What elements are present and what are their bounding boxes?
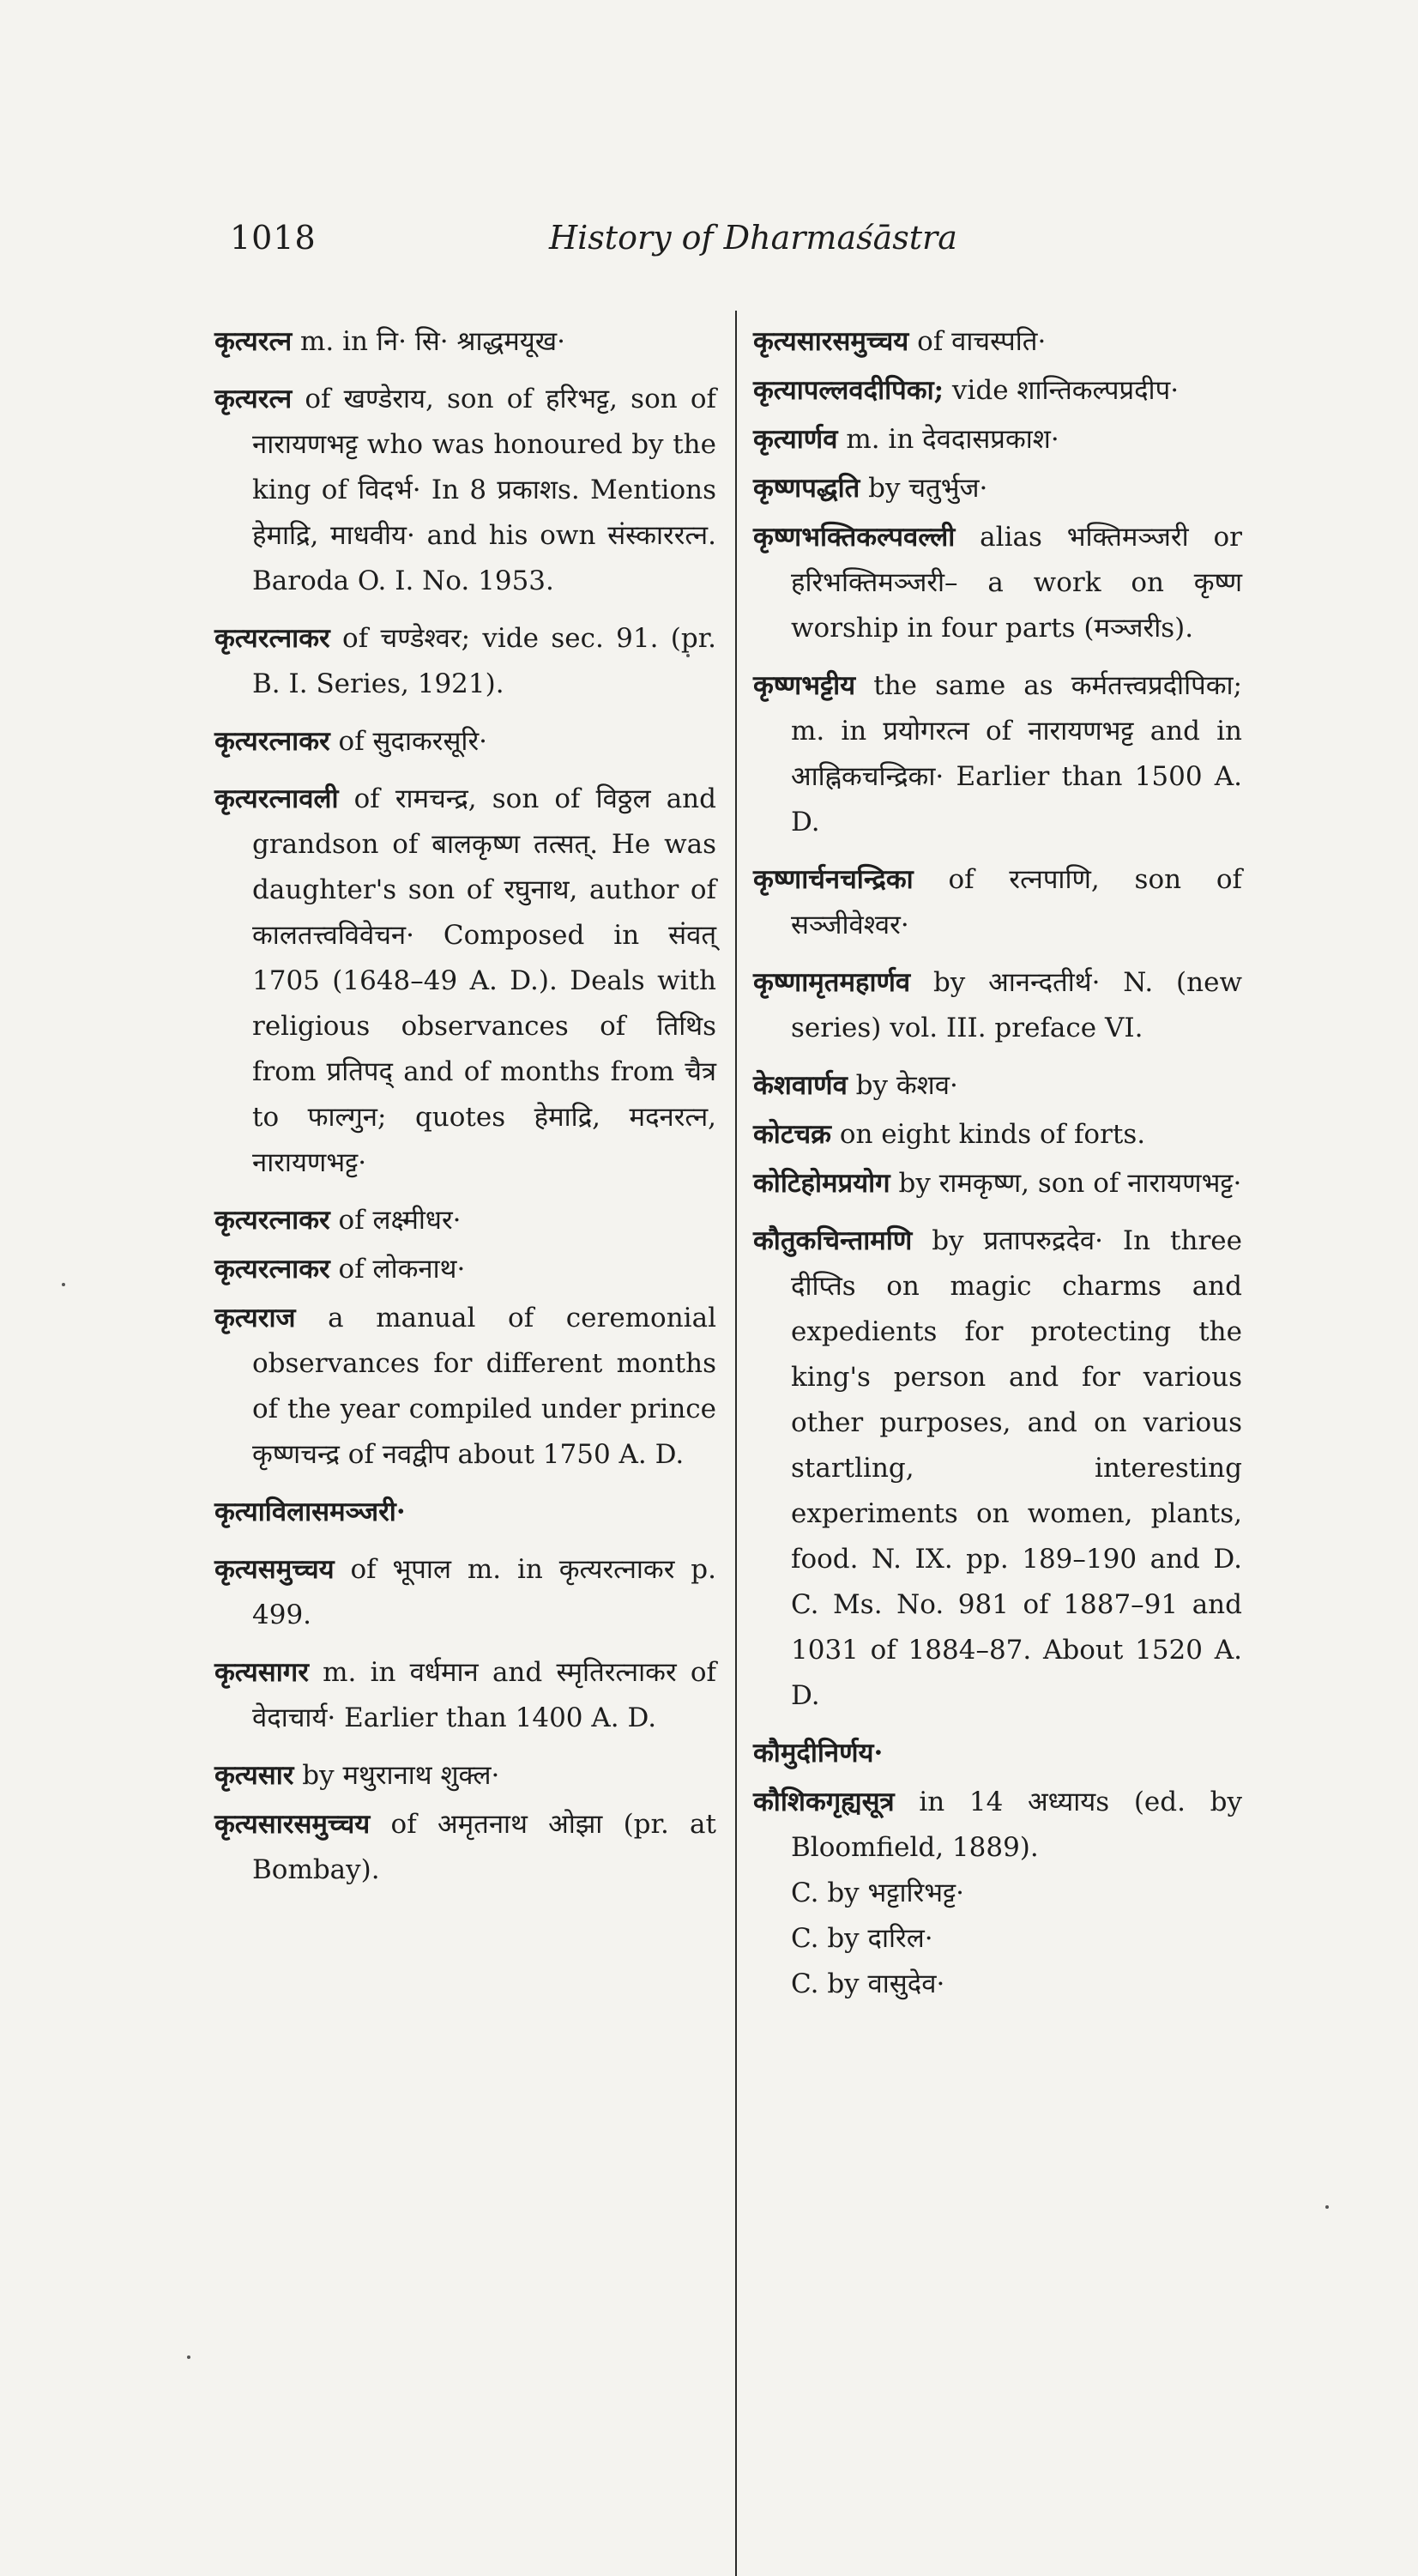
entry-koti-homa — [753, 1161, 1242, 1206]
headword: कृत्यरत्न — [214, 384, 293, 414]
left-column — [214, 319, 716, 1905]
entry-text: by रामकृष्ण, son of नारायणभट्ट· — [890, 1168, 1242, 1199]
entry-kr-vilasa — [214, 1490, 716, 1535]
scan-speck — [686, 654, 690, 657]
entry-kr-raja — [214, 1296, 716, 1478]
headword: कौमुदीनिर्णय· — [753, 1738, 884, 1769]
headword: कृत्यसारसमुच्चय — [753, 326, 909, 357]
entry-kr-sarasamuccaya-2 — [753, 319, 1242, 365]
entry-krsna-paddhati — [753, 466, 1242, 511]
headword: कृष्णामृतमहार्णव — [753, 967, 911, 998]
entry-text: by चतुर्भुज· — [860, 473, 988, 504]
headword: केशवार्णव — [753, 1070, 848, 1101]
entry-kesava-arnava — [753, 1063, 1242, 1109]
entry-krsna-bhattiya — [753, 663, 1242, 845]
headword: कृत्यसमुच्चय — [214, 1554, 335, 1585]
entry-text: vide शान्तिकल्पप्रदीप· — [944, 375, 1180, 406]
entry-text: of चण्डेश्वर; vide sec. 91. (pr. B. I. Series, 1921). — [252, 623, 716, 699]
entry-text: of रामचन्द्र, son of विठ्ठल and grandson of बालकृष्ण तत्सत्. He was daughter's son of रघुनाथ, author of कालतत्त्वविवेचन· Composed in संवत् 1705 (1648–49 A. D.). Deals with religious observances of तिथिs from प्रतिपद् and of months from चैत्र to फाल्गुन; quotes हेमाद्रि, मदनरत्न, नारायणभट्ट· — [252, 783, 716, 1178]
headword: कौशिकगृह्यसूत्र — [753, 1787, 895, 1817]
entry-text: by मथुरानाथ शुक्ल· — [293, 1760, 500, 1791]
entry-text: m. in देवदासप्रकाश· — [837, 424, 1059, 455]
entry-kautuka — [753, 1218, 1242, 1719]
entry-text: of लोकनाथ· — [329, 1254, 466, 1285]
entry-text: the same as कर्मतत्त्वप्रदीपिका; m. in प्रयोगरत्न of नारायणभट्ट and in आह्निकचन्द्रिका· Earlier than 1500 A. D. — [791, 670, 1242, 838]
headword: कोटिहोमप्रयोग — [753, 1168, 890, 1199]
commentary-line — [753, 1916, 1242, 1962]
headword: कृत्यसागर — [214, 1657, 309, 1688]
commentary-line — [753, 1871, 1242, 1916]
entry-kr-sara — [214, 1753, 716, 1799]
entry-text: of लक्ष्मीधर· — [329, 1205, 462, 1236]
entry-kr-arnava — [753, 417, 1242, 463]
entry-text: of अमृतनाथ ओझा (pr. at Bombay). — [252, 1809, 716, 1885]
entry-text: by प्रतापरुद्रदेव· In three दीप्तिs on magic charms and expedients for protecting the king's person and for various other purposes, and on various startling, interesting experiments on women, plants, food. N. IX. pp. 189–190 and D. C. Ms. No. 981 of 1887–91 and 1031 of 1884–87. About 1520 A. D. — [791, 1225, 1242, 1711]
entry-text: of खण्डेराय, son of हरिभट्ट, son of नारायणभट्ट who was honoured by the king of विदर्भ· In 8 प्रकाशs. Mentions हेमाद्रि, माधवीय· and his own संस्काररत्न. Baroda O. I. No. 1953. — [252, 384, 716, 596]
entry-kr-ratnakara-3 — [214, 1198, 716, 1243]
headword: कृत्यापल्लवदीपिका; — [753, 375, 944, 406]
entry-kaumudi — [753, 1731, 1242, 1776]
entry-kr-ratnakara-4 — [214, 1247, 716, 1292]
entry-kr-samuccaya — [214, 1547, 716, 1638]
entry-text: C. by वासुदेव· — [791, 1968, 945, 1999]
entry-text: of भूपाल m. in कृत्यरत्नाकर p. 499. — [252, 1554, 716, 1630]
entry-text: alias भक्तिमञ्जरी or हरिभक्तिमञ्जरी– a work on कृष्ण worship in four parts (मञ्जरीs). — [791, 522, 1242, 644]
entry-kr-pallava — [753, 368, 1242, 414]
entry-krsna-arcana — [753, 857, 1242, 948]
headword: कृत्यरत्न — [214, 326, 293, 357]
entry-kausika — [753, 1780, 1242, 1871]
headword: कृत्यराज — [214, 1303, 296, 1333]
headword: कृत्यरत्नाकर — [214, 1254, 330, 1285]
entry-text: m. in नि· सि· श्राद्धमयूख· — [292, 326, 565, 357]
entry-krsna-amrta — [753, 960, 1242, 1051]
entry-text: of वाचस्पति· — [908, 326, 1047, 357]
entry-text: C. by दारिल· — [791, 1923, 933, 1954]
headword: कृष्णार्चनचन्द्रिका — [753, 864, 914, 895]
headword: कोटचक्र — [753, 1119, 831, 1150]
scan-speck — [187, 2355, 190, 2359]
right-column — [753, 319, 1242, 2007]
entry-krsna-bhakti — [753, 515, 1242, 651]
headword: कृत्यरत्नाकर — [214, 623, 330, 654]
headword: कृत्याविलासमञ्जरी· — [214, 1497, 406, 1527]
entry-kr-sarasamuccaya-1 — [214, 1802, 716, 1893]
entry-kr-ratna-2 — [214, 377, 716, 604]
page-number: 1018 — [230, 219, 317, 257]
column-divider — [735, 311, 737, 2576]
headword: कृत्यसारसमुच्चय — [214, 1809, 371, 1840]
entry-text: m. in वर्धमान and स्मृतिरत्नाकर of वेदाचार्य· Earlier than 1400 A. D. — [252, 1657, 716, 1733]
scan-speck — [62, 1283, 65, 1286]
entry-text: of रत्नपाणि, son of सञ्जीवेश्वर· — [791, 864, 1242, 940]
entry-text: in 14 अध्यायs (ed. by Bloomfield, 1889). — [791, 1787, 1242, 1863]
entry-text: on eight kinds of forts. — [830, 1119, 1146, 1150]
headword: कृष्णपद्धति — [753, 473, 860, 504]
entry-kr-ratnakara-1 — [214, 616, 716, 707]
entry-kota-cakra — [753, 1112, 1242, 1158]
entry-text: a manual of ceremonial observances for different months of the year compiled under prince कृष्णचन्द्र of नवद्वीप about 1750 A. D. — [252, 1303, 716, 1470]
entry-text: by केशव· — [847, 1070, 958, 1101]
headword: कृत्यार्णव — [753, 424, 838, 455]
headword: कृत्यरत्नाकर — [214, 1205, 330, 1236]
headword: कृत्यरत्नावली — [214, 783, 339, 814]
entry-text: by आनन्दतीर्थ· N. (new series) vol. III. preface VI. — [791, 967, 1242, 1043]
entry-kr-ratnavali — [214, 777, 716, 1186]
headword: कृत्यसार — [214, 1760, 294, 1791]
running-title: History of Dharmaśāstra — [549, 219, 957, 257]
scan-speck — [1325, 2205, 1329, 2209]
entry-text: of सुदाकरसूरि· — [329, 726, 487, 757]
entry-text: C. by भट्टारिभट्ट· — [791, 1878, 965, 1908]
commentary-line — [753, 1962, 1242, 2007]
entry-kr-sagara — [214, 1650, 716, 1741]
headword: कृष्णभट्टीय — [753, 670, 856, 701]
headword: कृत्यरत्नाकर — [214, 726, 330, 757]
headword: कौतुकचिन्तामणि — [753, 1225, 913, 1256]
headword: कृष्णभक्तिकल्पवल्ली — [753, 522, 956, 553]
entry-kr-ratnakara-2 — [214, 719, 716, 765]
entry-kr-ratna-1 — [214, 319, 716, 365]
